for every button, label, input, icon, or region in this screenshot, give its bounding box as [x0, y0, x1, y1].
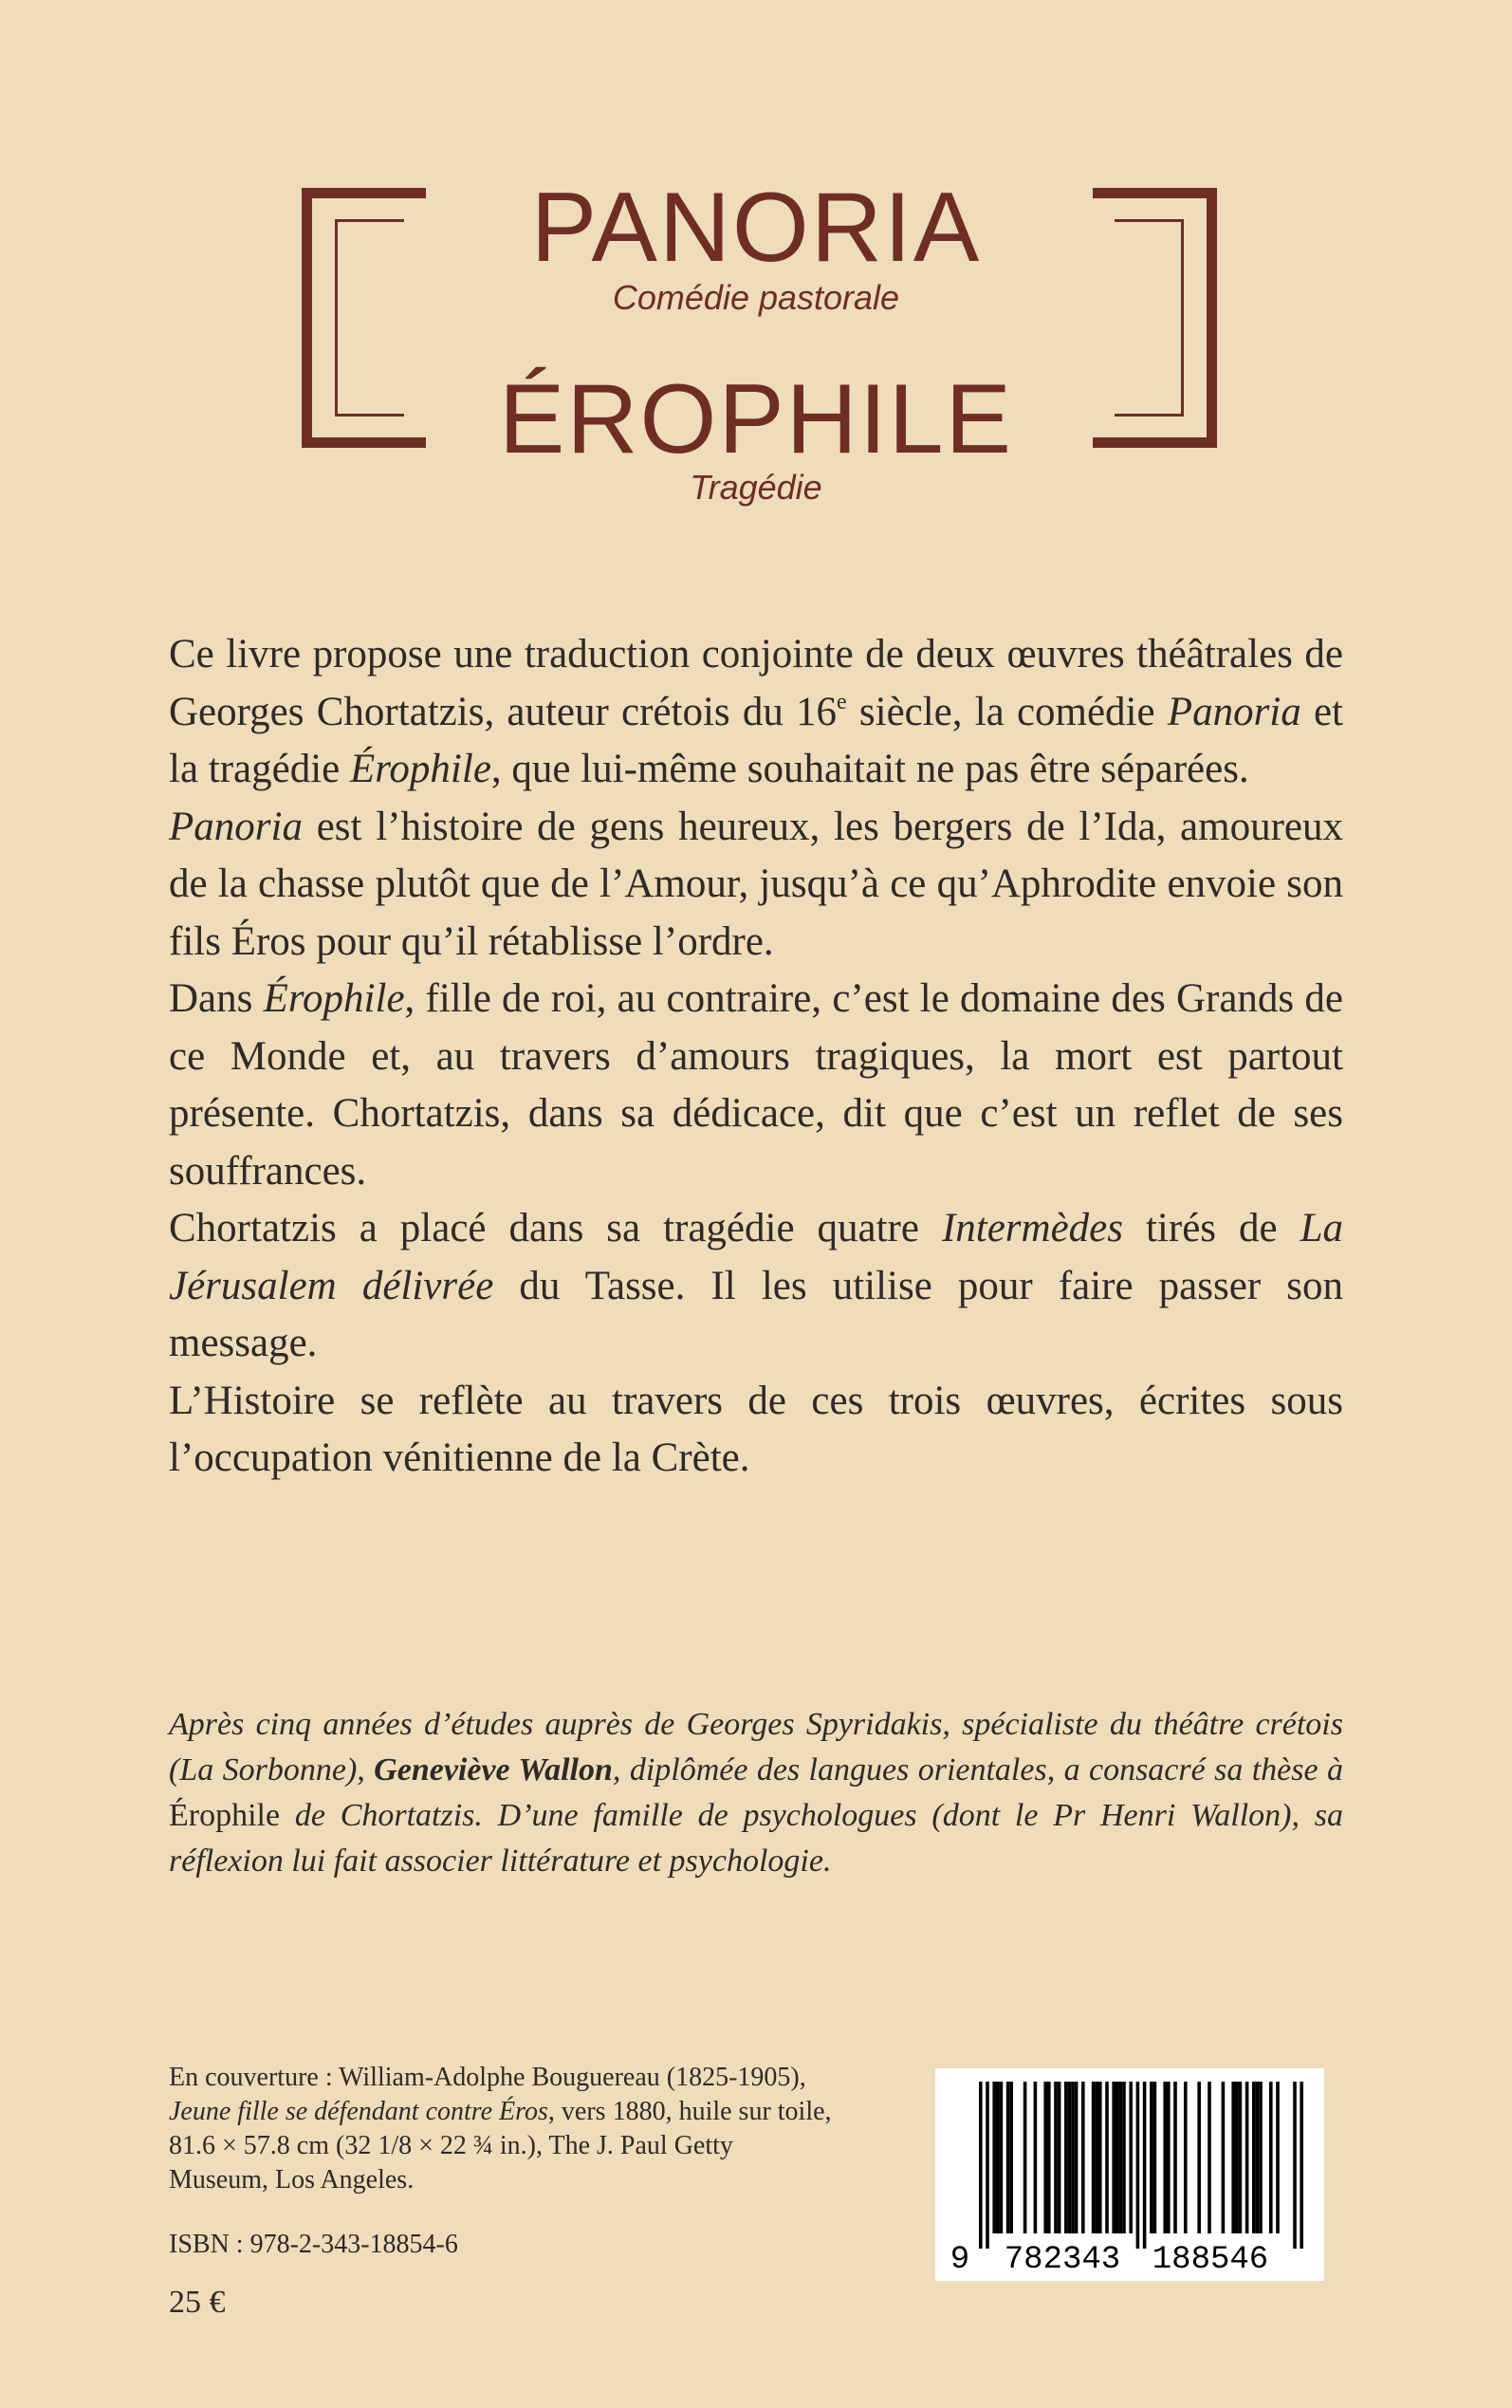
barcode-bar — [1231, 2082, 1235, 2233]
barcode-bar — [1068, 2082, 1072, 2233]
title-erophile: ÉROPHILE — [499, 364, 1013, 474]
barcode-bar — [986, 2082, 989, 2249]
price: 25 € — [169, 2285, 226, 2320]
barcode-bar — [1235, 2082, 1239, 2233]
barcode-bar — [1122, 2082, 1126, 2233]
barcode-bar — [1150, 2082, 1153, 2233]
barcode-bar — [1222, 2082, 1226, 2233]
blurb-paragraph-4: Chortatzis a placé dans sa tragédie quatre Intermèdes tirés de La Jérusalem délivrée du Tasse. Il les utilise pour faire passer son message. — [169, 1206, 1343, 1365]
cover-credits: En couverture : William-Adolphe Bouguereau (1825-1905), Jeune fille se défendant contre Éros, vers 1880, huile sur toile, 81.6 × 57.8 cm (32 1/8 × 22 ¾ in.), The J. Paul Getty Museum, Los Angeles. — [169, 2063, 832, 2195]
barcode — [935, 2068, 1324, 2281]
blurb-paragraph-1: Ce livre propose une traduction conjointe de deux œuvres théâtrales de Georges Chortatzis, auteur crétois du 16e siècle, la comédie Panoria et la tragédie Érophile, que lui-même souhaitait ne pas être séparées. — [169, 632, 1343, 791]
barcode-bar — [996, 2082, 1000, 2233]
barcode-bar — [1071, 2082, 1075, 2233]
barcode-bar — [1259, 2082, 1263, 2233]
barcode-bar — [1064, 2082, 1068, 2233]
blurb — [169, 626, 1343, 1488]
blurb-paragraph-3: Dans Érophile, fille de roi, au contraire, c’est le domaine des Grands de ce Monde et, au travers d’amours tragiques, la mort est partout présente. Chortatzis, dans sa dédicace, dit que c’est un reflet de ses souffrances. — [169, 976, 1343, 1194]
barcode-bar — [1058, 2082, 1061, 2233]
subtitle-erophile: Tragédie — [690, 468, 822, 507]
barcode-digit-first: 9 — [950, 2242, 970, 2278]
author-bio: Après cinq années d’études auprès de Georges Spyridakis, spécialiste du théâtre crétois (La Sorbonne), Geneviève Wallon, diplômée des langues orientales, a consacré sa thèse à Érophile de Chortatzis. D’une famille de psychologues (dont le Pr Henri Wallon), sa réflexion lui fait associer littérature et psychologie. — [169, 1707, 1343, 1879]
barcode-bar — [1293, 2082, 1297, 2249]
barcode-bar — [979, 2082, 983, 2249]
barcode-bar — [1009, 2082, 1013, 2233]
subtitle-panoria: Comédie pastorale — [612, 278, 900, 317]
barcode-bar — [1276, 2082, 1280, 2233]
barcode-bar — [1256, 2082, 1260, 2233]
barcode-bar — [1034, 2082, 1038, 2233]
barcode-bar — [1054, 2082, 1058, 2233]
barcode-bar — [1136, 2082, 1140, 2249]
barcode-bar — [1300, 2082, 1303, 2249]
barcode-bar — [1153, 2082, 1157, 2233]
barcode-bar — [1173, 2082, 1177, 2233]
barcode-bar — [1129, 2082, 1133, 2233]
barcode-bar — [1184, 2082, 1188, 2233]
barcode-bar — [1197, 2082, 1201, 2233]
barcode-bar — [1119, 2082, 1123, 2233]
barcode-bar — [1252, 2082, 1256, 2233]
barcode-bar — [1043, 2082, 1047, 2233]
barcode-bar — [1105, 2082, 1109, 2233]
barcode-bar — [1075, 2082, 1079, 2233]
barcode-bar — [1112, 2082, 1116, 2233]
barcode-bar — [1098, 2082, 1102, 2233]
barcode-bar — [1163, 2082, 1167, 2233]
barcode-bar — [1081, 2082, 1085, 2233]
blurb-paragraph-2: Panoria est l’histoire de gens heureux, les bergers de l’Ida, amoureux de la chasse plutôt que de l’Amour, jusqu’à ce qu’Aphrodite envoie son fils Éros pour qu’il rétablisse l’ordre. — [169, 804, 1343, 964]
barcode-bar — [1245, 2082, 1249, 2233]
barcode-bar — [1047, 2082, 1051, 2233]
barcode-bar — [1167, 2082, 1171, 2233]
barcode-bar — [1092, 2082, 1096, 2233]
isbn: ISBN : 978-2-343-18854-6 — [169, 2230, 458, 2259]
barcode-bar — [1095, 2082, 1098, 2233]
barcode-bar — [1023, 2082, 1027, 2233]
barcode-bar — [1116, 2082, 1119, 2233]
barcode-bar — [1269, 2082, 1273, 2233]
title-panoria: PANORIA — [530, 173, 982, 283]
barcode-bar — [1000, 2082, 1004, 2233]
barcode-digits-right: 188546 — [1152, 2242, 1269, 2278]
barcode-digits-left: 782343 — [1004, 2242, 1121, 2278]
barcode-bar — [1006, 2082, 1010, 2233]
barcode-bar — [992, 2082, 996, 2233]
barcode-bar — [1239, 2082, 1243, 2233]
barcode-bar — [1143, 2082, 1147, 2249]
blurb-paragraph-5: L’Histoire se reflète au travers de ces trois œuvres, écrites sous l’occupation vénitienne de la Crète. — [169, 1378, 1343, 1480]
barcode-bar — [1208, 2082, 1211, 2233]
barcode-graphic — [935, 2068, 1324, 2281]
